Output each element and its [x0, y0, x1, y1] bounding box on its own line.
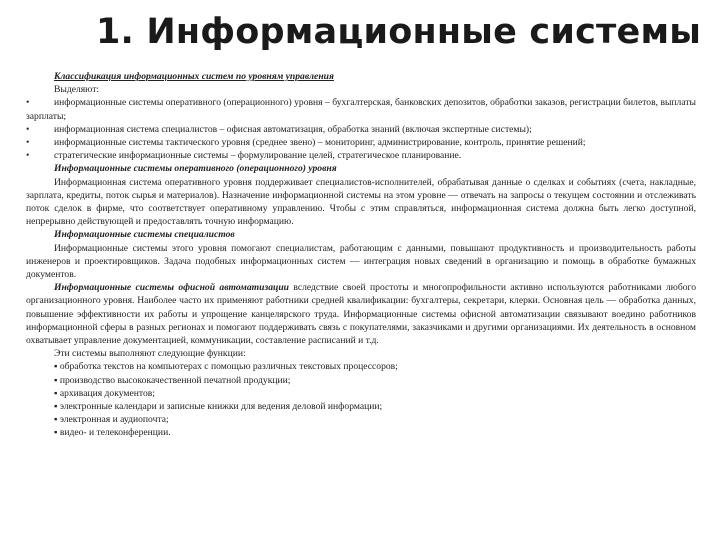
bullet-mark: • — [26, 123, 30, 135]
slide-body — [26, 70, 696, 440]
function-item: ▪ обработка текстов на компьютерах с помощью различных текстовых процессоров; — [54, 361, 398, 373]
function-item: ▪ архивация документов; — [54, 387, 155, 399]
function-item: ▪ электронная и аудиопочта; — [54, 414, 169, 426]
classification-heading: Классификация информационных систем по уровням управления — [54, 71, 334, 82]
level-list-item: • информационные системы тактического уровня (среднее звено) – мониторинг, администрирование, контроль, принятие решений; — [26, 137, 586, 149]
specialists-heading: Информационные системы специалистов — [54, 229, 235, 241]
classification-intro: Выделяют: — [54, 84, 100, 96]
square-bullet-icon: ▪ — [54, 387, 58, 399]
square-bullet-icon: ▪ — [54, 374, 58, 386]
functions-intro: Эти системы выполняют следующие функции: — [54, 348, 246, 360]
bullet-mark: • — [26, 137, 30, 149]
square-bullet-icon: ▪ — [54, 361, 58, 373]
operational-heading: Информационные системы оперативного (операционного) уровня — [54, 163, 337, 175]
office-paragraph — [26, 281, 696, 347]
bullet-mark: • — [26, 97, 30, 109]
square-bullet-icon: ▪ — [54, 401, 58, 413]
level-list-item: • информационная система специалистов – офисная автоматизация, обработка знаний (включая экспертные системы); — [26, 123, 532, 135]
operational-text: Информационная система оперативного уровня поддерживает специалистов-исполнителей, обрабатывая данные о сделках и событиях (счета, накладные, зарплата, кредиты, поток сырья и материалов). Назначение информационной системы на этом уровне — отвечать на запросы о текущем состоянии и отслеживать поток сделок в фирме, что соответствует оперативному управлению. Чтобы с этим справляться, информационная система должна быть легко доступной, непрерывно действующей и предоставлять точную информацию. — [26, 176, 696, 228]
function-item: ▪ электронные календари и записные книжки для ведения деловой информации; — [54, 401, 383, 413]
office-heading: Информационные системы офисной автоматизации — [54, 282, 289, 294]
slide-title: 1. Информационные системы — [96, 12, 702, 52]
square-bullet-icon: ▪ — [54, 427, 58, 439]
function-item: ▪ производство высококачественной печатной продукции; — [54, 374, 291, 386]
office-text: вследствие своей простоты и многопрофильности активно используются работниками любого организационного уровня. Наиболее часто их применяют работники средней квалификации: бухгалтеры, секретари, клерки. Основная цель — обработка данных, повышение эффективности их работы и упрощение канцелярского труда. Информационные системы офисной автоматизации связывают воедино работников информационной сферы в разных регионах и помогают поддерживать связь с покупателями, заказчиками и другими организациями. Их деятельность в основном охватывает управление документацией, коммуникации, составление расписаний и т.д. — [26, 282, 696, 347]
function-item: ▪ видео- и телеконференции. — [54, 427, 171, 439]
level-list-item: • стратегические информационные системы – формулирование целей, стратегическое планирование. — [26, 150, 462, 162]
bullet-mark: • — [26, 150, 30, 162]
level-list-item: • информационные системы оперативного (операционного) уровня – бухгалтерская, банковских депозитов, обработки заказов, регистрации билетов, выплаты зарплаты; — [26, 97, 696, 122]
specialists-text: Информационные системы этого уровня помогают специалистам, работающим с данными, повышают продуктивность и производительность работы инженеров и проектировщиков. Задача подобных информационных систем — интеграция новых сведений в организацию и помощь в обработке бумажных документов. — [26, 242, 696, 281]
square-bullet-icon: ▪ — [54, 414, 58, 426]
